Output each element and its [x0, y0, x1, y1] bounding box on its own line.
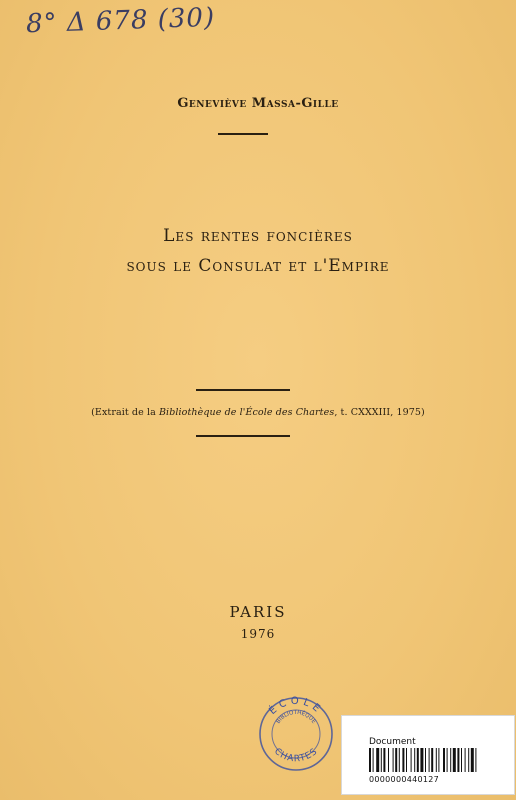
title-line-2: sous le Consulat et l'Empire: [126, 256, 390, 276]
barcode-bar: [376, 748, 379, 772]
barcode-bar: [436, 748, 437, 772]
barcode-bar: [471, 748, 474, 772]
barcode-bar: [417, 748, 419, 772]
barcode-bar: [447, 748, 448, 772]
barcode-bar: [431, 748, 433, 772]
extract-note: [0, 407, 516, 418]
extract-journal: Bibliothèque de l'École des Chartes: [158, 407, 335, 418]
barcode-bar: [369, 748, 371, 772]
barcode-bar: [438, 748, 439, 772]
library-stamp: [256, 692, 336, 772]
barcode-bar: [373, 748, 374, 772]
imprint-year: 1976: [240, 627, 276, 641]
author-name: Geneviève Massa-Gille: [177, 96, 339, 111]
imprint-city: PARIS: [229, 603, 287, 621]
barcode-bar: [453, 748, 456, 772]
barcode-bar: [465, 748, 466, 772]
barcode-bar: [420, 748, 423, 772]
author-divider: [218, 133, 268, 135]
barcode-label-title: Document: [369, 737, 416, 747]
stamp-middle-text: BIBLIOTHÈQUE: [275, 709, 317, 725]
extract-prefix: (Extrait de la: [91, 407, 159, 418]
barcode-bar: [457, 748, 459, 772]
barcode-bar: [393, 748, 394, 772]
title-line-1: Les rentes foncières: [163, 226, 353, 246]
handwritten-shelfmark: 8° Δ 678 (30): [25, 2, 216, 40]
stamp-top-text: ÉCOLE: [267, 695, 325, 717]
barcode-bar: [402, 748, 404, 772]
svg-text:BIBLIOTHÈQUE: [275, 709, 316, 725]
barcode-bar: [414, 748, 415, 772]
barcode-bar: [411, 748, 412, 772]
barcode-bar: [383, 748, 385, 772]
barcode-bar: [406, 748, 407, 772]
barcode-bar: [475, 748, 476, 772]
extract-divider-top: [196, 389, 290, 391]
stamp-bottom-text: CHARTES: [272, 746, 320, 765]
barcode-number: 0000000440127: [369, 775, 440, 784]
barcode-bar: [468, 748, 469, 772]
extract-suffix: , t. CXXXIII, 1975): [334, 407, 425, 418]
barcode-bar: [395, 748, 397, 772]
extract-divider-bottom: [196, 435, 290, 437]
library-barcode-label: [341, 715, 515, 795]
barcode-bar: [388, 748, 389, 772]
barcode-bar: [381, 748, 382, 772]
barcode-bar: [461, 748, 462, 772]
barcode-graphic: [369, 748, 509, 772]
barcode-bar: [429, 748, 430, 772]
barcode-bar: [450, 748, 451, 772]
barcode-bar: [399, 748, 400, 772]
barcode-bar: [425, 748, 426, 772]
svg-text:CHARTES: [272, 747, 320, 765]
barcode-bar: [443, 748, 445, 772]
